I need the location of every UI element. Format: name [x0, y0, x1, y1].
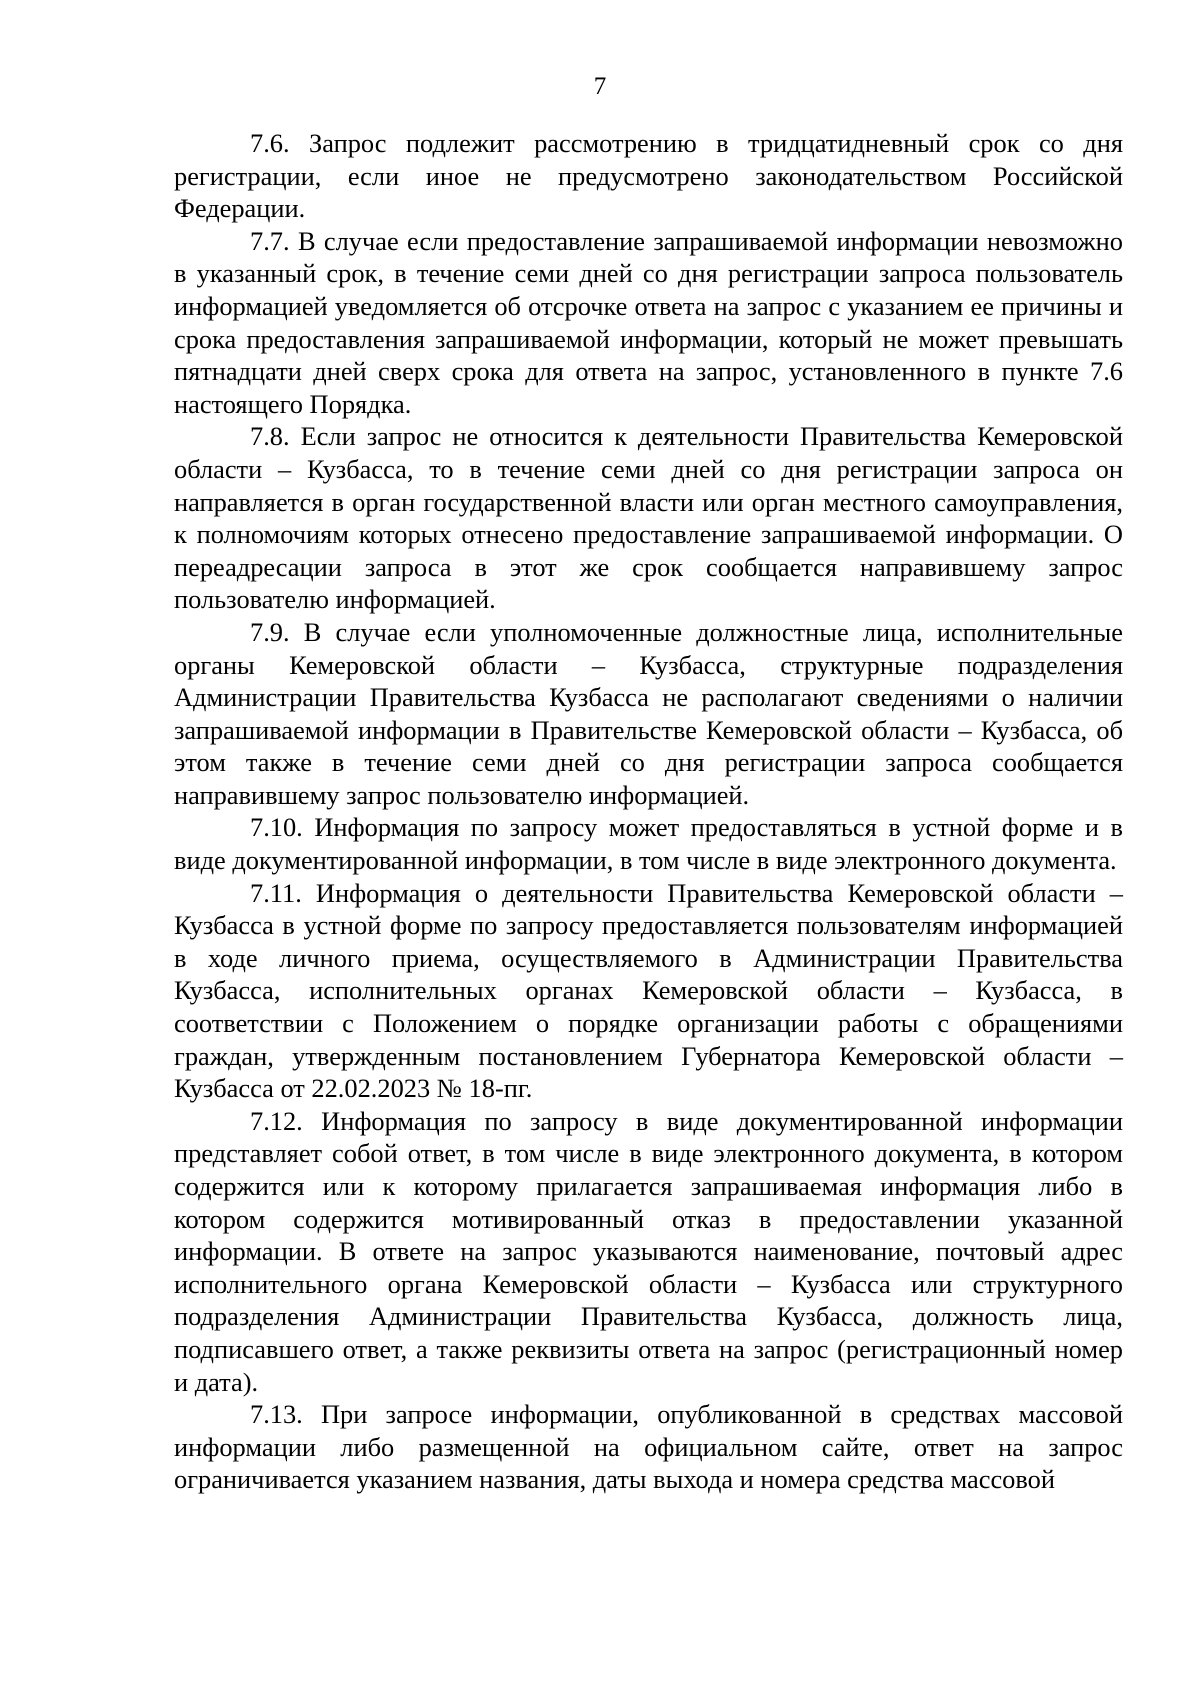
document-body [174, 127, 1123, 1496]
paragraph-7-12: 7.12. Информация по запросу в виде документированной информации представляет собой ответ, в том числе в виде электронного документа, в котором содержится или к которому прилагается запрашиваемая информация либо в котором содержится мотивированный отказ в предоставлении указанной информации. В ответе на запрос указываются наименование, почтовый адрес исполнительного органа Кемеровской области – Кузбасса или структурного подразделения Администрации Правительства Кузбасса, должность лица, подписавшего ответ, а также реквизиты ответа на запрос (регистрационный номер и дата). [174, 1105, 1123, 1397]
page-number: 7 [593, 73, 607, 100]
paragraph-7-9: 7.9. В случае если уполномоченные должностные лица, исполнительные органы Кемеровской области – Кузбасса, структурные подразделения Администрации Правительства Кузбасса не располагают сведениями о наличии запрашиваемой информации в Правительстве Кемеровской области – Кузбасса, об этом также в течение семи дней со дня регистрации запроса сообщается направившему запрос пользователю информацией. [174, 616, 1123, 810]
paragraph-7-10: 7.10. Информация по запросу может предоставляться в устной форме и в виде документированной информации, в том числе в виде электронного документа. [174, 812, 1123, 876]
paragraph-7-13: 7.13. При запросе информации, опубликованной в средствах массовой информации либо размещенной на официальном сайте, ответ на запрос ограничивается указанием названия, даты выхода и номера средства массовой [174, 1399, 1123, 1495]
paragraph-7-11: 7.11. Информация о деятельности Правительства Кемеровской области – Кузбасса в устной форме по запросу предоставляется пользователям информацией в ходе личного приема, осуществляемого в Администрации Правительства Кузбасса, исполнительных органах Кемеровской области – Кузбасса, в соответствии с Положением о порядке организации работы с обращениями граждан, утвержденным постановлением Губернатора Кемеровской области – Кузбасса от 22.02.2023 № 18-пг. [174, 877, 1123, 1104]
paragraph-7-8: 7.8. Если запрос не относится к деятельности Правительства Кемеровской области – Кузбасса, то в течение семи дней со дня регистрации запроса он направляется в орган государственной власти или орган местного самоуправления, к полномочиям которых отнесено предоставление запрашиваемой информации. О переадресации запроса в этот же срок сообщается направившему запрос пользователю информацией. [174, 421, 1123, 615]
paragraph-7-6: 7.6. Запрос подлежит рассмотрению в тридцатидневный срок со дня регистрации, если иное не предусмотрено законодательством Российской Федерации. [174, 128, 1123, 224]
paragraph-7-7: 7.7. В случае если предоставление запрашиваемой информации невозможно в указанный срок, в течение семи дней со дня регистрации запроса пользователь информацией уведомляется об отсрочке ответа на запрос с указанием ее причины и срока предоставления запрашиваемой информации, который не может превышать пятнадцати дней сверх срока для ответа на запрос, установленного в пункте 7.6 настоящего Порядка. [174, 225, 1123, 419]
